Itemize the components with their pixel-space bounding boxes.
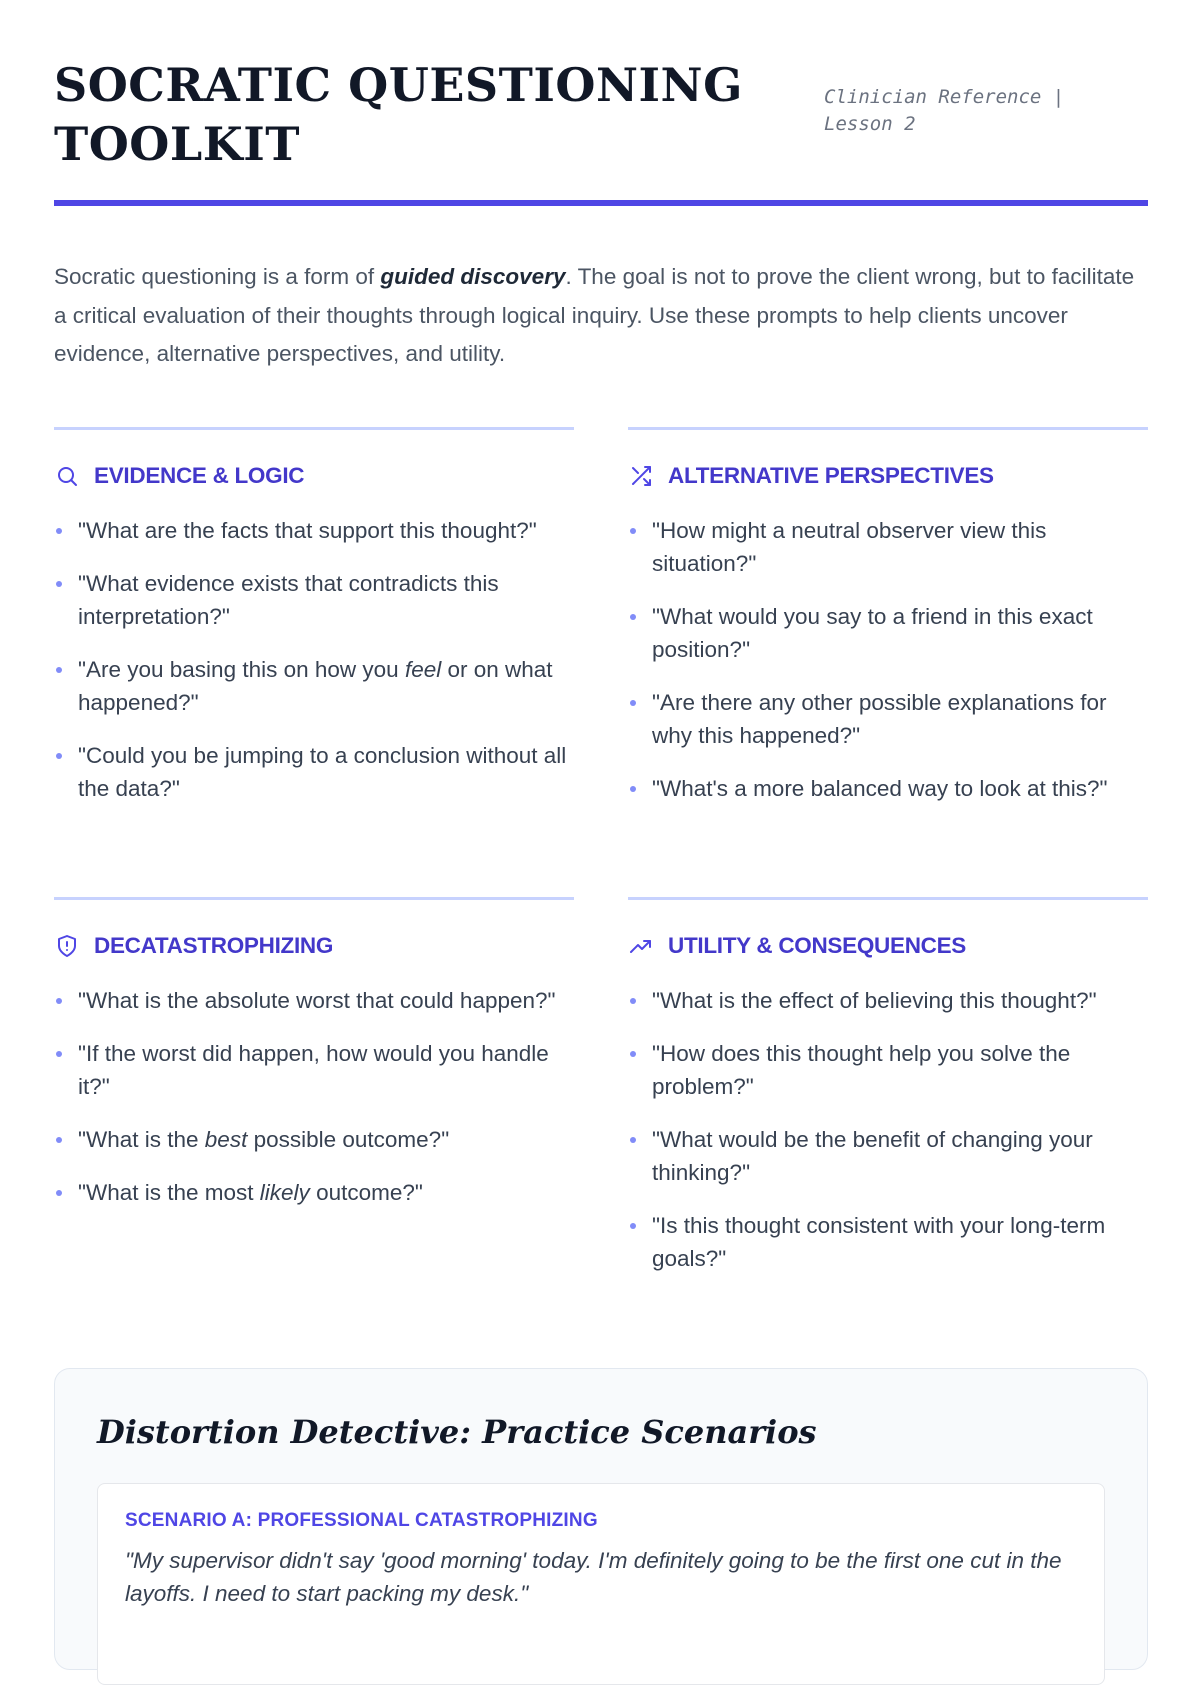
shuffle-icon bbox=[628, 463, 654, 489]
question-list bbox=[628, 514, 1148, 805]
page-title: SOCRATIC QUESTIONING TOOLKIT bbox=[54, 58, 743, 171]
section-header bbox=[628, 458, 1148, 494]
page bbox=[54, 0, 1148, 1606]
question-item bbox=[628, 600, 1148, 666]
question-text: "If the worst did happen, how would you handle it?" bbox=[78, 1041, 549, 1099]
section-title: EVIDENCE & LOGIC bbox=[94, 463, 305, 488]
question-text: "Are you basing this on how you bbox=[78, 657, 405, 682]
question-text: "What would you say to a friend in this exact position?" bbox=[652, 604, 1093, 662]
section-divider bbox=[54, 897, 574, 900]
question-text: "What is the bbox=[78, 1127, 205, 1152]
question-text: "How might a neutral observer view this situation?" bbox=[652, 518, 1047, 576]
reference-meta: Clinician Reference | Lesson 2 bbox=[824, 86, 1065, 135]
header bbox=[54, 0, 1148, 208]
question-item bbox=[628, 686, 1148, 752]
shield-alert-icon bbox=[54, 933, 80, 959]
question-item bbox=[54, 739, 574, 805]
question-list bbox=[628, 984, 1148, 1275]
intro-emphasis: guided discovery bbox=[380, 264, 566, 289]
question-list bbox=[54, 514, 574, 805]
question-item bbox=[628, 772, 1148, 805]
trending-up-icon bbox=[628, 933, 654, 959]
section-title: DECATASTROPHIZING bbox=[94, 933, 334, 958]
question-item bbox=[628, 1037, 1148, 1103]
question-item bbox=[54, 1176, 574, 1209]
question-item bbox=[54, 1037, 574, 1103]
question-item bbox=[628, 1123, 1148, 1189]
question-text: "What is the most bbox=[78, 1180, 260, 1205]
section-decatastrophizing bbox=[54, 897, 574, 1229]
question-emphasis: feel bbox=[404, 657, 442, 682]
section-divider bbox=[54, 427, 574, 430]
intro-paragraph bbox=[54, 258, 1148, 374]
question-text: "What is the effect of believing this thought?" bbox=[652, 988, 1097, 1013]
question-emphasis: best bbox=[204, 1127, 248, 1152]
question-text: "Are there any other possible explanations for why this happened?" bbox=[652, 690, 1107, 748]
question-item bbox=[628, 1209, 1148, 1275]
section-title: UTILITY & CONSEQUENCES bbox=[668, 933, 967, 958]
intro-text-after: . The goal is not to prove the client wrong, but to facilitate a critical evaluation of their thoughts through logical inquiry. Use these prompts to help clients uncover evidence, alternative perspectives, and utility. bbox=[54, 264, 1135, 366]
question-item bbox=[54, 567, 574, 633]
section-header bbox=[628, 928, 1148, 964]
question-text: "What evidence exists that contradicts this interpretation?" bbox=[78, 571, 499, 629]
question-item bbox=[628, 984, 1148, 1017]
scenario-quote: "My supervisor didn't say 'good morning' today. I'm definitely going to be the first one cut in the layoffs. I need to start packing my desk." bbox=[125, 1548, 1062, 1606]
practice-scenarios-panel bbox=[54, 1368, 1148, 1670]
question-emphasis: likely bbox=[259, 1180, 310, 1205]
question-text: "Is this thought consistent with your long-term goals?" bbox=[652, 1213, 1106, 1271]
section-evidence-logic bbox=[54, 427, 574, 825]
intro-text-before: Socratic questioning is a form of bbox=[54, 264, 381, 289]
search-icon bbox=[54, 463, 80, 489]
question-item bbox=[628, 514, 1148, 580]
question-text: outcome?" bbox=[309, 1180, 423, 1205]
question-text: "What's a more balanced way to look at this?" bbox=[652, 776, 1108, 801]
question-text: or on what happened?" bbox=[78, 657, 553, 715]
section-header bbox=[54, 458, 574, 494]
section-utility-consequences bbox=[628, 897, 1148, 1295]
question-text: "What are the facts that support this thought?" bbox=[78, 518, 537, 543]
section-title: ALTERNATIVE PERSPECTIVES bbox=[668, 463, 994, 488]
section-divider bbox=[628, 427, 1148, 430]
question-item bbox=[54, 653, 574, 719]
scenario-card bbox=[97, 1483, 1105, 1685]
section-divider bbox=[628, 897, 1148, 900]
section-alternative-perspectives bbox=[628, 427, 1148, 825]
question-text: "Could you be jumping to a conclusion without all the data?" bbox=[78, 743, 567, 801]
section-header bbox=[54, 928, 574, 964]
header-divider bbox=[54, 200, 1148, 206]
question-text: "What is the absolute worst that could happen?" bbox=[78, 988, 556, 1013]
question-item bbox=[54, 984, 574, 1017]
question-item bbox=[54, 1123, 574, 1156]
question-text: possible outcome?" bbox=[247, 1127, 450, 1152]
practice-title: Distortion Detective: Practice Scenarios bbox=[97, 1413, 817, 1451]
question-item bbox=[54, 514, 574, 547]
question-text: "How does this thought help you solve the problem?" bbox=[652, 1041, 1071, 1099]
question-list bbox=[54, 984, 574, 1209]
question-text: "What would be the benefit of changing your thinking?" bbox=[652, 1127, 1093, 1185]
scenario-label: SCENARIO A: PROFESSIONAL CATASTROPHIZING bbox=[125, 1510, 598, 1531]
